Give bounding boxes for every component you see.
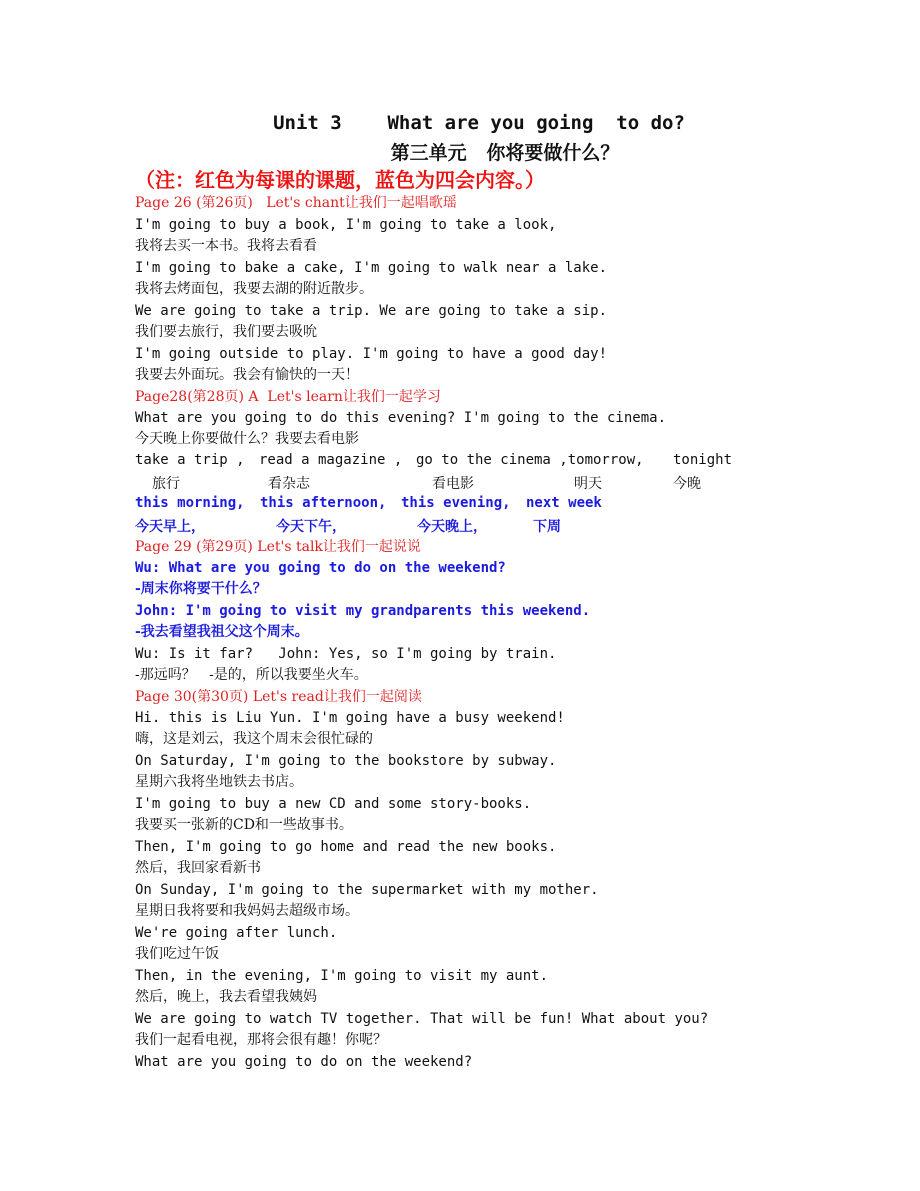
text-line: What are you going to do this evening? I'm going to the cinema. [135,410,667,426]
vocab-translation: 今晚 [673,476,701,492]
text-line: What are you going to do on the weekend? [135,1054,473,1070]
text-line: I'm going to buy a book, I'm going to take a look, [135,217,557,233]
text-line: On Sunday, I'm going to the supermarket with my mother. [135,882,599,898]
text-line: 我要去外面玩。我会有愉快的一天！ [135,367,359,383]
text-line: I'm going to buy a new CD and some story-books. [135,796,532,812]
key-vocab: this morning, [135,495,245,511]
key-vocab-translation: 今天下午， [276,519,346,535]
text-line: I'm going to bake a cake, I'm going to walk near a lake. [135,260,608,276]
text-line: 星期六我将坐地铁去书店。 [135,774,303,790]
unit-title: Unit 3 What are you going to do? [273,112,685,134]
color-note: （注：红色为每课的课题，蓝色为四会内容。） [135,168,545,192]
text-line: 我要买一张新的CD和一些故事书。 [135,817,353,833]
text-line: On Saturday, I'm going to the bookstore by subway. [135,753,557,769]
text-line: 今天晚上你要做什么？我要去看电影 [135,431,359,447]
key-vocab-translation: 下周 [533,519,561,535]
text-line: We're going after lunch. [135,925,338,941]
text-line: 然后，我回家看新书 [135,860,261,876]
text-line: 然后，晚上，我去看望我姨妈 [135,989,317,1005]
text-line: Then, I'm going to go home and read the new books. [135,839,557,855]
text-line: Wu: What are you going to do on the weekend? [135,560,506,576]
text-line: 我们一起看电视，那将会很有趣！你呢？ [135,1032,387,1048]
vocab-item: take a trip , [135,452,245,468]
vocab-translation: 旅行 [152,476,180,492]
text-line: Hi. this is Liu Yun. I'm going have a busy weekend! [135,710,565,726]
text-line: John: I'm going to visit my grandparents this weekend. [135,603,591,619]
text-line: 星期日我将要和我妈妈去超级市场。 [135,903,359,919]
section-heading-page26: Page 26 (第26页) Let's chant让我们一起唱歌瑶 [135,195,457,211]
text-line: 嗨，这是刘云，我这个周末会很忙碌的 [135,731,373,747]
vocab-item: tonight [673,452,733,468]
text-line: -那远吗？ -是的，所以我要坐火车。 [135,667,368,683]
text-line: 我将去烤面包，我要去湖的附近散步。 [135,281,373,297]
text-line: -我去看望我祖父这个周末。 [135,624,309,640]
key-vocab-translation: 今天早上， [135,519,205,535]
vocab-item: read a magazine , [259,452,403,468]
section-heading-page28: Page28(第28页) A Let's learn让我们一起学习 [135,389,441,405]
key-vocab: this afternoon, [260,495,387,511]
text-line: 我们要去旅行，我们要去吸吮 [135,324,317,340]
key-vocab-translation: 今天晚上， [417,519,487,535]
vocab-translation: 明天 [574,476,602,492]
section-heading-page29: Page 29 (第29页) Let's talk让我们一起说说 [135,539,421,555]
section-heading-page30: Page 30(第30页) Let's read让我们一起阅读 [135,689,422,705]
text-line: Then, in the evening, I'm going to visit my aunt. [135,968,549,984]
text-line: I'm going outside to play. I'm going to have a good day! [135,346,608,362]
text-line: Wu: Is it far? John: Yes, so I'm going by train. [135,646,557,662]
unit-title-chinese: 第三单元 你将要做什么？ [390,142,620,164]
text-line: 我将去买一本书。我将去看看 [135,238,317,254]
text-line: 我们吃过午饭 [135,946,219,962]
key-vocab: next week [526,495,602,511]
vocab-translation: 看杂志 [268,476,310,492]
text-line: We are going to take a trip. We are going to take a sip. [135,303,608,319]
text-line: -周末你将要干什么？ [135,581,267,597]
vocab-translation: 看电影 [432,476,474,492]
vocab-item: go to the cinema ,tomorrow, [416,452,644,468]
text-line: We are going to watch TV together. That will be fun! What about you? [135,1011,709,1027]
key-vocab: this evening, [401,495,511,511]
